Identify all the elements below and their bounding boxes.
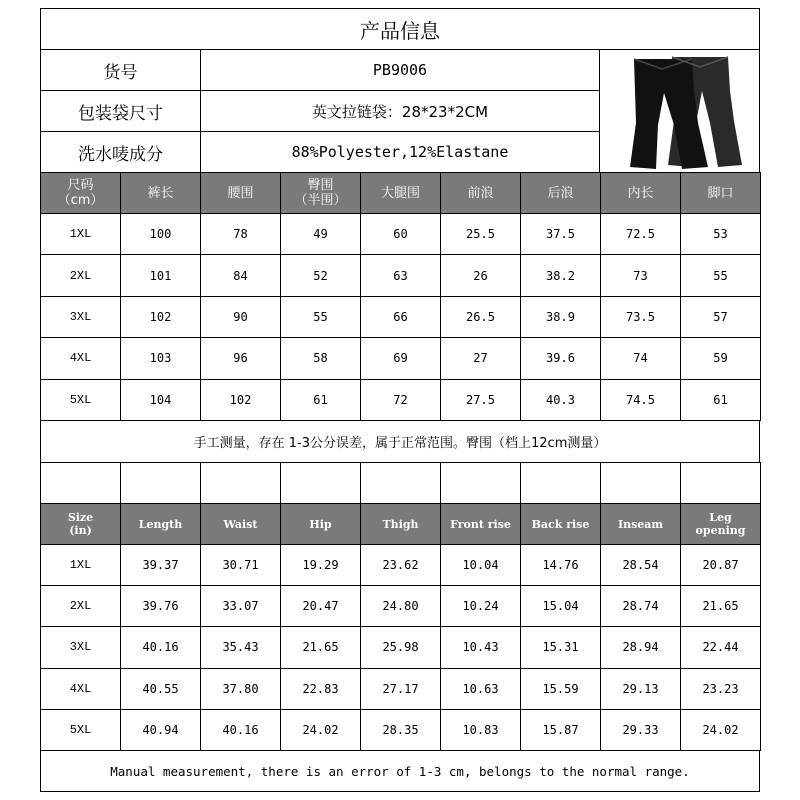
- table-cell: 74.5: [600, 379, 681, 421]
- empty-cell: [360, 462, 441, 504]
- table-cell: 37.80: [200, 668, 281, 710]
- cm_table-header-1: 裤长: [120, 172, 201, 214]
- package-size-label: 包装袋尺寸: [40, 90, 201, 132]
- size-label-cell: 4XL: [40, 668, 121, 710]
- empty-cell: [680, 462, 761, 504]
- inch-measurement-note: Manual measurement, there is an error of 1-3 cm, belongs to the normal range.: [40, 750, 760, 792]
- table-cell: 96: [200, 337, 281, 379]
- table-cell: 15.31: [520, 626, 601, 668]
- size-chart-sheet: [40, 8, 760, 792]
- table-cell: 72.5: [600, 213, 681, 255]
- table-cell: 14.76: [520, 544, 601, 586]
- size-label-cell: 3XL: [40, 296, 121, 338]
- table-cell: 33.07: [200, 585, 281, 627]
- in_table-header-5: Front rise: [440, 503, 521, 545]
- in_table-header-4: Thigh: [360, 503, 441, 545]
- item-number-value: PB9006: [200, 49, 600, 91]
- flare-pants-image: [610, 51, 750, 171]
- table-cell: 25.5: [440, 213, 521, 255]
- table-cell: 55: [280, 296, 361, 338]
- table-cell: 61: [280, 379, 361, 421]
- table-cell: 21.65: [680, 585, 761, 627]
- size-label-cell: 5XL: [40, 379, 121, 421]
- table-cell: 57: [680, 296, 761, 338]
- in_table-header-6: Back rise: [520, 503, 601, 545]
- empty-cell: [600, 462, 681, 504]
- table-cell: 10.04: [440, 544, 521, 586]
- table-cell: 15.59: [520, 668, 601, 710]
- table-cell: 20.47: [280, 585, 361, 627]
- table-cell: 66: [360, 296, 441, 338]
- package-size-value: 英文拉链袋：28*23*2CM: [200, 90, 600, 132]
- table-cell: 39.37: [120, 544, 201, 586]
- table-cell: 101: [120, 254, 201, 296]
- table-cell: 26.5: [440, 296, 521, 338]
- table-cell: 20.87: [680, 544, 761, 586]
- empty-cell: [200, 462, 281, 504]
- table-cell: 60: [360, 213, 441, 255]
- table-cell: 24.02: [680, 709, 761, 751]
- in_table-header-0: Size (in): [40, 503, 121, 545]
- table-cell: 28.35: [360, 709, 441, 751]
- table-cell: 59: [680, 337, 761, 379]
- cm_table-header-8: 脚口: [680, 172, 761, 214]
- table-cell: 27.17: [360, 668, 441, 710]
- table-cell: 40.16: [120, 626, 201, 668]
- table-cell: 35.43: [200, 626, 281, 668]
- in_table-header-7: Inseam: [600, 503, 681, 545]
- table-cell: 28.54: [600, 544, 681, 586]
- size-label-cell: 5XL: [40, 709, 121, 751]
- table-cell: 29.33: [600, 709, 681, 751]
- table-cell: 39.6: [520, 337, 601, 379]
- table-cell: 104: [120, 379, 201, 421]
- empty-cell: [280, 462, 361, 504]
- in_table-header-3: Hip: [280, 503, 361, 545]
- table-cell: 27.5: [440, 379, 521, 421]
- empty-cell: [440, 462, 521, 504]
- empty-cell: [120, 462, 201, 504]
- fabric-value: 88%Polyester,12%Elastane: [200, 131, 600, 173]
- table-cell: 15.04: [520, 585, 601, 627]
- table-cell: 73.5: [600, 296, 681, 338]
- table-cell: 27: [440, 337, 521, 379]
- table-cell: 21.65: [280, 626, 361, 668]
- table-cell: 28.94: [600, 626, 681, 668]
- table-cell: 52: [280, 254, 361, 296]
- table-cell: 53: [680, 213, 761, 255]
- table-cell: 23.23: [680, 668, 761, 710]
- cm_table-header-5: 前浪: [440, 172, 521, 214]
- table-cell: 102: [120, 296, 201, 338]
- size-label-cell: 1XL: [40, 544, 121, 586]
- table-cell: 90: [200, 296, 281, 338]
- cm_table-header-2: 腰围: [200, 172, 281, 214]
- table-cell: 103: [120, 337, 201, 379]
- cm_table-header-3: 臀围 （半围）: [280, 172, 361, 214]
- item-number-label: 货号: [40, 49, 201, 91]
- cm_table-header-4: 大腿围: [360, 172, 441, 214]
- table-cell: 22.44: [680, 626, 761, 668]
- size-label-cell: 2XL: [40, 254, 121, 296]
- table-cell: 72: [360, 379, 441, 421]
- empty-cell: [520, 462, 601, 504]
- table-cell: 38.2: [520, 254, 601, 296]
- page-title: 产品信息: [40, 8, 760, 50]
- table-cell: 24.80: [360, 585, 441, 627]
- empty-cell: [40, 462, 121, 504]
- table-cell: 39.76: [120, 585, 201, 627]
- size-label-cell: 3XL: [40, 626, 121, 668]
- table-cell: 10.63: [440, 668, 521, 710]
- table-cell: 37.5: [520, 213, 601, 255]
- table-cell: 78: [200, 213, 281, 255]
- size-label-cell: 1XL: [40, 213, 121, 255]
- table-cell: 29.13: [600, 668, 681, 710]
- size-label-cell: 2XL: [40, 585, 121, 627]
- table-cell: 15.87: [520, 709, 601, 751]
- table-cell: 10.83: [440, 709, 521, 751]
- cm_table-header-6: 后浪: [520, 172, 601, 214]
- table-cell: 28.74: [600, 585, 681, 627]
- table-cell: 84: [200, 254, 281, 296]
- table-cell: 10.24: [440, 585, 521, 627]
- table-cell: 19.29: [280, 544, 361, 586]
- table-cell: 26: [440, 254, 521, 296]
- table-cell: 61: [680, 379, 761, 421]
- table-cell: 102: [200, 379, 281, 421]
- table-cell: 25.98: [360, 626, 441, 668]
- table-cell: 40.94: [120, 709, 201, 751]
- table-cell: 40.16: [200, 709, 281, 751]
- table-cell: 22.83: [280, 668, 361, 710]
- cm_table-header-7: 内长: [600, 172, 681, 214]
- table-cell: 30.71: [200, 544, 281, 586]
- fabric-label: 洗水唛成分: [40, 131, 201, 173]
- table-cell: 10.43: [440, 626, 521, 668]
- table-cell: 69: [360, 337, 441, 379]
- table-cell: 63: [360, 254, 441, 296]
- table-cell: 38.9: [520, 296, 601, 338]
- cm_table-header-0: 尺码 （cm）: [40, 172, 121, 214]
- table-cell: 73: [600, 254, 681, 296]
- product-photo: [599, 49, 760, 173]
- table-cell: 23.62: [360, 544, 441, 586]
- table-cell: 40.55: [120, 668, 201, 710]
- table-cell: 49: [280, 213, 361, 255]
- in_table-header-8: Leg opening: [680, 503, 761, 545]
- table-cell: 100: [120, 213, 201, 255]
- table-cell: 55: [680, 254, 761, 296]
- in_table-header-1: Length: [120, 503, 201, 545]
- size-label-cell: 4XL: [40, 337, 121, 379]
- table-cell: 74: [600, 337, 681, 379]
- cm-measurement-note: 手工测量，存在 1-3公分误差，属于正常范围。臀围（档上12cm测量）: [40, 420, 760, 463]
- in_table-header-2: Waist: [200, 503, 281, 545]
- table-cell: 58: [280, 337, 361, 379]
- table-cell: 40.3: [520, 379, 601, 421]
- table-cell: 24.02: [280, 709, 361, 751]
